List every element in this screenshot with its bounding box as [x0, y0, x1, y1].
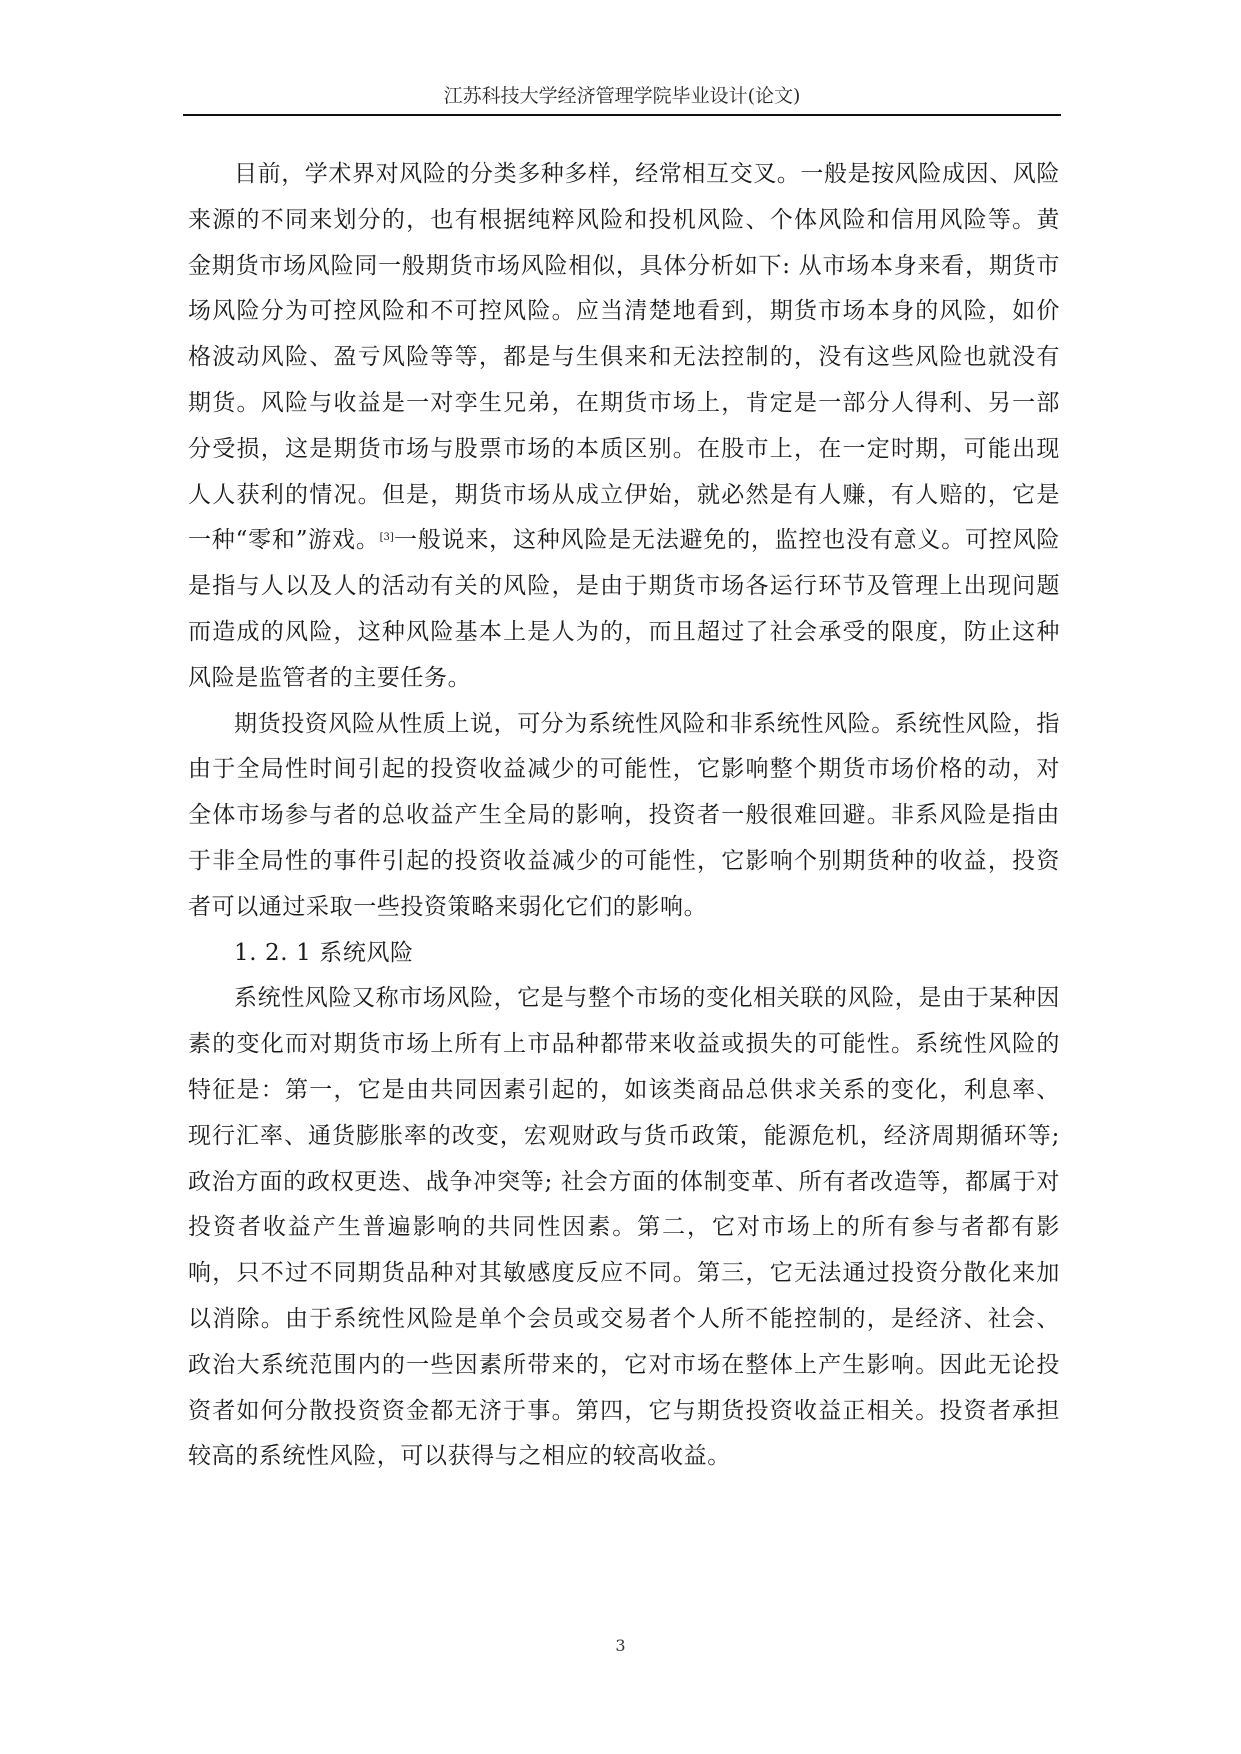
body-text	[188, 152, 1060, 1480]
section-heading: 1. 2. 1 系统风险	[234, 939, 414, 966]
citation-marker: [3]	[379, 532, 394, 544]
paragraph-text: 一般说来，这种风险是无法避免的，监控也没有意义。可控风险是指与人以及人的活动有关的风险，是由于期货市场各运行环节及管理上出现问题而造成的风险，这种风险基本上是人为的，而且超过了社会承受的限度，防止这种风险是监管者的主要任务。	[188, 527, 1060, 691]
page-number: 3	[615, 1636, 626, 1655]
paragraph-risk-nature: 期货投资风险从性质上说，可分为系统性风险和非系统性风险。系统性风险，指由于全局性时间引起的投资收益减少的可能性，它影响整个期货市场价格的动，对全体市场参与者的总收益产生全局的影响，投资者一般很难回避。非系风险是指由于非全局性的事件引起的投资收益减少的可能性，它影响个别期货种的收益，投资者可以通过采取一些投资策略来弱化它们的影响。	[188, 710, 1060, 920]
paragraph-text: 目前，学术界对风险的分类多种多样，经常相互交叉。一般是按风险成因、风险来源的不同来划分的，也有根据纯粹风险和投机风险、个体风险和信用风险等。黄金期货市场风险同一般期货市场风险相似，具体分析如下: 从市场本身来看，期货市场风险分为可控风险和不可控风险。应当清楚地看到，期货市场本身的风险，如价格波动风险、盈亏风险等等，都是与生俱来和无法控制的，没有这些风险也就没有期货。风险与收益是一对孪生兄弟，在期货市场上，肯定是一部分人得利、另一部分受损，这是期货市场与股票市场的本质区别。在股市上，在一定时期，可能出现人人获利的情况。但是，期货市场从成立伊始，就必然是有人赚，有人赔的，它是一种“零和”游戏。	[188, 161, 1060, 554]
running-header: 江苏科技大学经济管理学院毕业设计(论文)	[443, 85, 801, 107]
paragraph-risk-classification	[188, 152, 1060, 702]
header-rule	[183, 114, 1061, 116]
paragraph-systematic-risk: 系统性风险又称市场风险，它是与整个市场的变化相关联的风险，是由于某种因素的变化而对期货市场上所有上市品种都带来收益或损失的可能性。系统性风险的特征是：第一，它是由共同因素引起的，如该类商品总供求关系的变化，利息率、现行汇率、通货膨胀率的改变，宏观财政与货币政策，能源危机，经济周期循环等; 政治方面的政权更迭、战争冲突等; 社会方面的体制变革、所有者改造等，都属于对投资者收益产生普遍影响的共同性因素。第二，它对市场上的所有参与者都有影响，只不过不同期货品种对其敏感度反应不同。第三，它无法通过投资分散化来加以消除。由于系统性风险是单个会员或交易者个人所不能控制的，是经济、社会、政治大系统范围内的一些因素所带来的，它对市场在整体上产生影响。因此无论投资者如何分散投资资金都无济于事。第四，它与期货投资收益正相关。投资者承担较高的系统性风险，可以获得与之相应的较高收益。	[188, 985, 1060, 1470]
